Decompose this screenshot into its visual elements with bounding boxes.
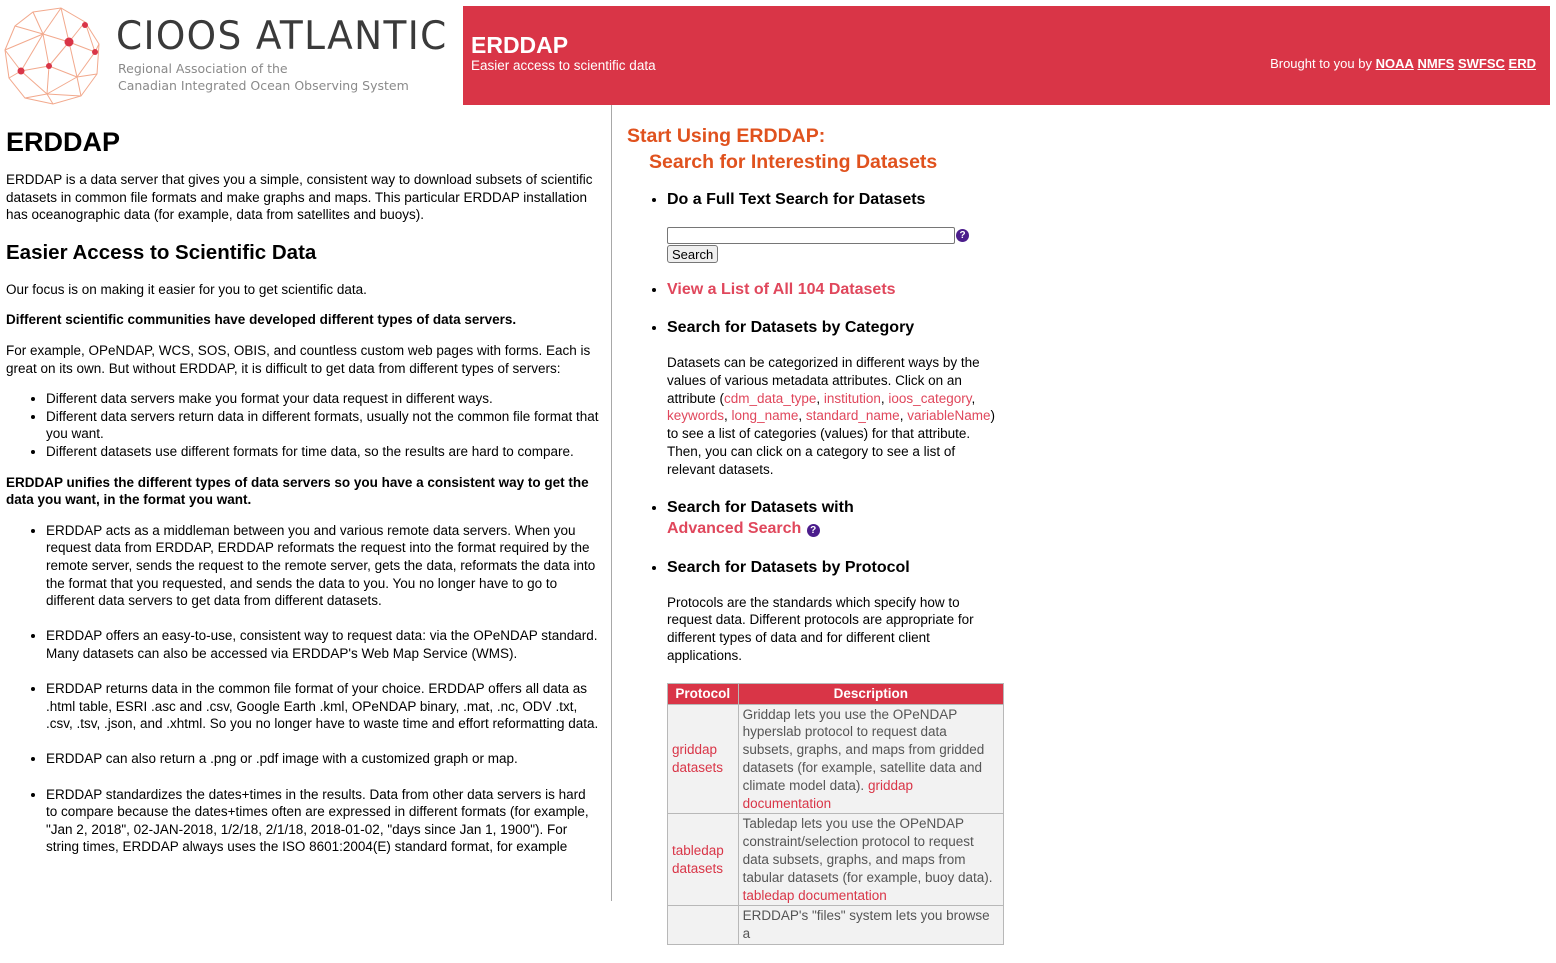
table-row xyxy=(668,704,1004,814)
cioos-logo[interactable] xyxy=(0,0,463,110)
files-protocol-cell xyxy=(668,906,739,945)
logo-subtitle-line2: Canadian Integrated Ocean Observing System xyxy=(118,77,409,93)
search-button[interactable]: Search xyxy=(667,245,718,263)
header-band xyxy=(463,6,1550,105)
griddap-documentation-link[interactable]: griddap documentation xyxy=(742,777,913,811)
list-item: • ERDDAP returns data in the common file format of your choice. ERDDAP offers all data as .html table, ESRI .asc and .csv, Google Earth .kml, OPeNDAP binary, .mat, .nc, ODV .txt, .csv, .tsv, .json, and .xhtml. So you no longer have to waste time and effort reformatting data. xyxy=(46,680,600,733)
benefits-list xyxy=(6,522,600,856)
list-item: • ERDDAP standardizes the dates+times in the results. Data from other data servers is hard to compare because the dates+times often are expressed in different formats (for example, "Jan 2, 2018", 02-JAN-2018, 1/2/18, 2/1/18, 2018-01-02, "days since Jan 1, 1900"). For string times, ERDDAP always uses the ISO 8601:2004(E) standard format, for example xyxy=(46,786,600,856)
start-heading xyxy=(627,123,1027,175)
table-row xyxy=(668,814,1004,906)
unifies-text: ERDDAP unifies the different types of data servers so you have a consistent way to get the data you want, in the format you want. xyxy=(6,474,589,508)
start-list xyxy=(627,189,1027,945)
protocol-item xyxy=(667,557,1027,945)
protocol-description: Protocols are the standards which specify how to request data. Different protocols are appropriate for different types of data and for different client applications. xyxy=(667,594,974,664)
category-item xyxy=(667,317,1027,479)
files-description: ERDDAP's "files" system lets you browse a xyxy=(738,906,1003,945)
geodesic-sphere-logo-icon xyxy=(3,4,103,106)
tabledap-desc-text: Tabledap lets you use the OPeNDAP constraint/selection protocol to request data subsets, graphs, and maps from tabular datasets (for example, buoy data). xyxy=(742,816,993,885)
opendap-benefit: ERDDAP offers an easy-to-use, consistent way to request data: via the OPeNDAP standard. xyxy=(46,628,598,644)
advanced-search-link[interactable]: Advanced Search xyxy=(667,519,802,537)
help-icon[interactable]: ? xyxy=(956,229,969,242)
right-column xyxy=(627,112,1027,963)
category-desc-end: ) to see a list of categories (values) for that attribute. Then, you can click on a category to see a list of relevant datasets. xyxy=(667,408,996,477)
griddap-description xyxy=(738,704,1003,814)
full-text-search-item xyxy=(667,189,1027,263)
category-desc-start: Datasets can be categorized in different ways by the values of various metadata attributes. Click on an attribute ( xyxy=(667,355,980,406)
noaa-link[interactable]: NOAA xyxy=(1375,56,1414,71)
attr-link-standard-name[interactable]: standard_name xyxy=(805,408,900,424)
category-heading: • Search for Datasets by Category xyxy=(667,319,915,337)
attr-link-long-name[interactable]: long_name xyxy=(731,408,799,424)
table-row xyxy=(668,906,1004,945)
intro-text: ERDDAP is a data server that gives you a simple, consistent way to download subsets of scientific datasets in common file formats and make graphs and maps. This particular ERDDAP installation has oceanographic data (for example, data from satellites and buoys). xyxy=(6,172,593,223)
protocol-heading: • Search for Datasets by Protocol xyxy=(667,558,910,576)
tabledap-datasets-link[interactable]: tabledap datasets xyxy=(672,843,724,876)
griddap-datasets-link[interactable]: griddap datasets xyxy=(672,742,724,776)
problems-list xyxy=(6,390,600,460)
attr-link-ioos-category[interactable]: ioos_category xyxy=(888,390,972,406)
brought-by xyxy=(1270,56,1536,71)
list-item: • Different datasets use different formats for time data, so the results are hard to compare. xyxy=(46,443,600,461)
table-header-row xyxy=(668,683,1004,704)
header-title: ERDDAP xyxy=(471,32,569,58)
view-all-datasets-link[interactable]: View a List of All 104 Datasets xyxy=(667,281,896,299)
attr-link-variable-name[interactable]: variableName xyxy=(907,408,991,424)
view-all-item xyxy=(667,281,1027,299)
swfsc-link[interactable]: SWFSC xyxy=(1457,56,1505,71)
start-heading-line1: Start Using ERDDAP: xyxy=(627,125,826,147)
list-item: • ERDDAP acts as a middleman between you and various remote data servers. When you request data from ERDDAP, ERDDAP reformats the request into the format required by the remote server, sends the request to the remote server, gets the data, reformats the data into the format that you requested, and sends the data to you. You no longer have to go to different data servers to get data from different datasets. xyxy=(46,522,600,610)
help-icon[interactable]: ? xyxy=(807,524,820,537)
wms-note: Many datasets can also be accessed via ERDDAP's Web Map Service (WMS). xyxy=(46,645,518,661)
logo-title: CIOOS ATLANTIC xyxy=(116,14,448,59)
erd-link[interactable]: ERD xyxy=(1508,56,1536,71)
page-title: ERDDAP xyxy=(6,127,121,157)
list-item xyxy=(46,627,600,662)
full-text-heading: • Do a Full Text Search for Datasets xyxy=(667,191,926,208)
column-divider xyxy=(611,105,612,901)
communities-text: Different scientific communities have developed different types of data servers. xyxy=(6,312,517,328)
description-column-header: Description xyxy=(738,683,1003,704)
nmfs-link[interactable]: NMFS xyxy=(1417,56,1455,71)
focus-text: Our focus is on making it easier for you to get scientific data. xyxy=(6,281,367,297)
attr-link-cdm-data-type[interactable]: cdm_data_type xyxy=(724,390,817,406)
tabledap-documentation-link[interactable]: tabledap documentation xyxy=(742,887,887,903)
advanced-heading: • Search for Datasets with xyxy=(667,498,854,516)
logo-subtitle xyxy=(118,61,409,94)
list-item: • Different data servers return data in different formats, usually not the common file format that you want. xyxy=(46,408,600,443)
logo-subtitle-line1: Regional Association of the xyxy=(118,61,288,76)
protocol-column-header: Protocol xyxy=(668,683,739,704)
list-item: • ERDDAP can also return a .png or .pdf image with a customized graph or map. xyxy=(46,750,600,768)
search-row xyxy=(667,227,1027,244)
start-heading-line2: Search for Interesting Datasets xyxy=(649,151,938,173)
example-text: For example, OPeNDAP, WCS, SOS, OBIS, and countless custom web pages with forms. Each is great on its own. But without ERDDAP, it is difficult to get data from different types of servers: xyxy=(6,342,591,376)
griddap-desc-text: Griddap lets you use the OPeNDAP hyperslab protocol to request data subsets, graphs, and maps from gridded datasets (for example, satellite data and climate model data). xyxy=(742,706,985,793)
category-description: Datasets can be categorized in different ways by the values of various metadata attributes. Click on an attribute (cdm_data_type, institution, ioos_category, keywords, long_name, standard_name, variableName) to see a list of categories (values) for that attribute. Then, you can click on a category to see a list of relevant datasets. xyxy=(667,355,996,477)
attr-link-institution[interactable]: institution xyxy=(823,390,881,406)
advanced-item xyxy=(667,497,1027,539)
brought-by-label: Brought to you by xyxy=(1270,56,1372,71)
attr-link-keywords[interactable]: keywords xyxy=(667,408,725,424)
left-column xyxy=(6,112,600,874)
header-subtitle: Easier access to scientific data xyxy=(471,58,656,73)
section-title: Easier Access to Scientific Data xyxy=(6,240,317,264)
tabledap-description xyxy=(738,814,1003,906)
search-input[interactable] xyxy=(667,227,955,244)
list-item: • Different data servers make you format your data request in different ways. xyxy=(46,390,600,408)
protocol-table xyxy=(667,683,1004,945)
